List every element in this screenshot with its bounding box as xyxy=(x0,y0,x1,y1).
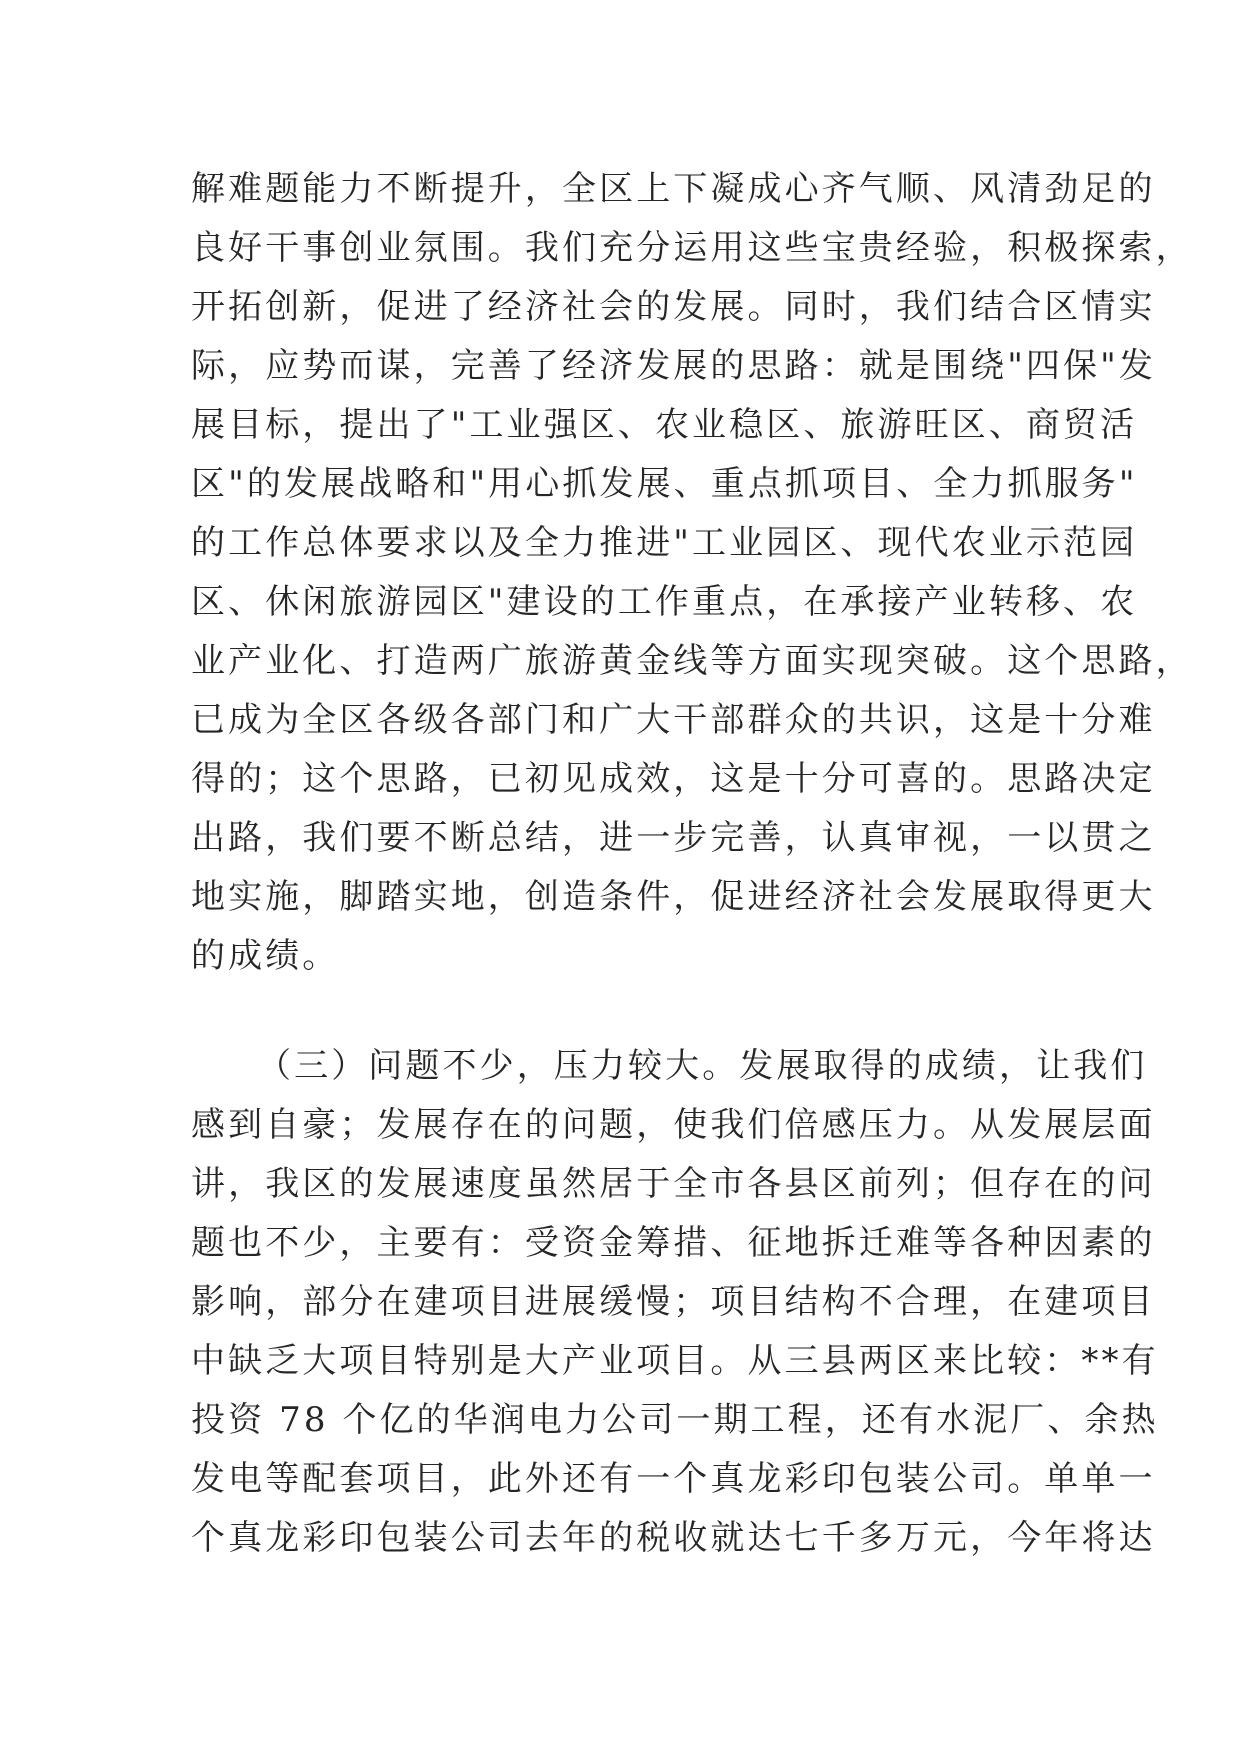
text-line: 题也不少，主要有：受资金筹措、征地拆迁难等各种因素的 xyxy=(191,1223,1156,1263)
text-line: 得的；这个思路，已初见成效，这是十分可喜的。思路决定 xyxy=(191,759,1156,799)
paragraph xyxy=(191,160,1193,986)
text-line: 良好干事创业氛围。我们充分运用这些宝贵经验，积极探索， xyxy=(191,228,1193,268)
text-line: 解难题能力不断提升，全区上下凝成心齐气顺、风清劲足的 xyxy=(191,169,1156,209)
text-line: 影响，部分在建项目进展缓慢；项目结构不合理，在建项目 xyxy=(191,1282,1156,1322)
text-line: 投资 78 个亿的华润电力公司一期工程，还有水泥厂、余热 xyxy=(191,1400,1159,1440)
text-line: 区"的发展战略和"用心抓发展、重点抓项目、全力抓服务" xyxy=(191,464,1138,504)
text-line: 出路，我们要不断总结，进一步完善，认真审视，一以贯之 xyxy=(191,818,1156,858)
text-line: 际，应势而谋，完善了经济发展的思路：就是围绕"四保"发 xyxy=(191,346,1156,386)
text-line: 开拓创新，促进了经济社会的发展。同时，我们结合区情实 xyxy=(191,287,1156,327)
text-line: 的成绩。 xyxy=(191,936,340,976)
text-line: 发电等配套项目，此外还有一个真龙彩印包装公司。单单一 xyxy=(191,1459,1156,1499)
text-line: 地实施，脚踏实地，创造条件，促进经济社会发展取得更大 xyxy=(191,877,1156,917)
text-line: 个真龙彩印包装公司去年的税收就达七千多万元，今年将达 xyxy=(191,1518,1156,1558)
text-line: （三）问题不少，压力较大。发展取得的成绩，让我们 xyxy=(257,1046,1148,1086)
text-line: 的工作总体要求以及全力推进"工业园区、现代农业示范园 xyxy=(191,523,1138,563)
text-line: 中缺乏大项目特别是大产业项目。从三县两区来比较：**有 xyxy=(191,1341,1159,1381)
paragraph xyxy=(191,1037,1159,1568)
text-line: 讲，我区的发展速度虽然居于全市各县区前列；但存在的问 xyxy=(191,1164,1156,1204)
text-line: 已成为全区各级各部门和广大干部群众的共识，这是十分难 xyxy=(191,700,1156,740)
text-line: 展目标，提出了"工业强区、农业稳区、旅游旺区、商贸活 xyxy=(191,405,1138,445)
text-line: 区、休闲旅游园区"建设的工作重点，在承接产业转移、农 xyxy=(191,582,1138,622)
text-line: 业产业化、打造两广旅游黄金线等方面实现突破。这个思路， xyxy=(191,641,1193,681)
text-line: 感到自豪；发展存在的问题，使我们倍感压力。从发展层面 xyxy=(191,1105,1156,1145)
